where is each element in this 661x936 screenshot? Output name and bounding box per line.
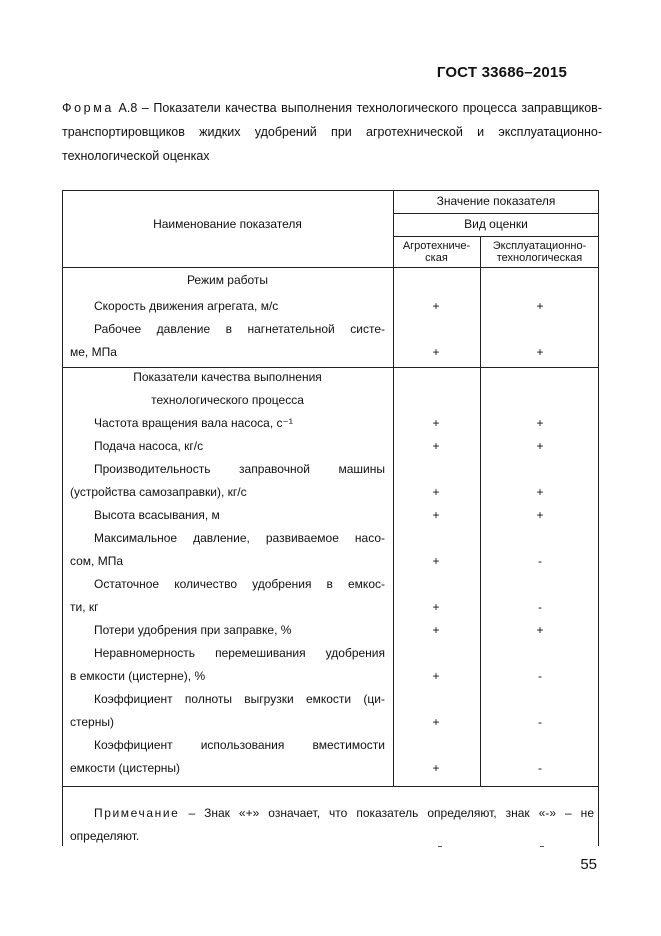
mark-agro: +: [432, 623, 440, 637]
mark-agro: +: [432, 345, 440, 359]
mark-expl: +: [536, 623, 544, 637]
mark-agro: +: [432, 600, 440, 614]
header-value-group: Значение показателя: [436, 194, 556, 208]
row-mixing-line2: в емкости (цистерне), %: [70, 669, 206, 683]
mark-expl: +: [536, 345, 544, 359]
section-title-quality-line1: Показатели качества выполнения: [133, 370, 322, 384]
mark-expl: -: [538, 715, 542, 729]
caption-lead: Форма: [62, 101, 114, 115]
row-residual-line2: ти, кг: [70, 600, 99, 614]
row-capacity-line1: Коэффициент использования вместимости: [94, 738, 385, 752]
col-divider-name: [393, 190, 394, 786]
mark-agro: +: [432, 761, 440, 775]
row-mixing-line1: Неравномерность перемешивания удобрения: [94, 646, 385, 660]
continuation-tick: [438, 846, 442, 847]
mark-expl: -: [538, 554, 542, 568]
row-losses: Потери удобрения при заправке, %: [94, 623, 292, 637]
row-divider-table-end: [62, 786, 599, 787]
mark-agro: +: [432, 299, 440, 313]
mark-agro: +: [432, 508, 440, 522]
mark-agro: +: [432, 669, 440, 683]
row-productivity-line2: (устройства самозаправки), кг/с: [70, 485, 247, 499]
mark-expl: +: [536, 299, 544, 313]
standard-designation: ГОСТ 33686–2015: [436, 64, 567, 81]
caption-text: А.8 – Показатели качества выполнения технологического процесса заправщиков-транспортировщиков жидких удобрений при агротехнической и эксплуатационно-технологической оценках: [62, 101, 602, 163]
row-shaft-speed: Частота вращения вала насоса, с⁻¹: [94, 416, 293, 430]
mark-agro: +: [432, 416, 440, 430]
row-max-pressure-line2: сом, МПа: [70, 554, 124, 568]
mark-agro: +: [432, 485, 440, 499]
row-pressure-line1: Рабочее давление в нагнетательной систе-: [94, 322, 385, 336]
note-lead: Примечание: [94, 806, 180, 820]
row-unload-line1: Коэффициент полноты выгрузки емкости (ци-: [94, 692, 385, 706]
mark-expl: +: [536, 439, 544, 453]
note-text: – Знак «+» означает, что показатель определяют, знак «-» – не определяют.: [70, 806, 594, 843]
mark-agro: +: [432, 554, 440, 568]
continuation-tick: [540, 846, 544, 847]
row-suction-height: Высота всасывания, м: [94, 508, 220, 522]
mark-expl: +: [536, 416, 544, 430]
mark-agro: +: [432, 439, 440, 453]
mark-expl: -: [538, 761, 542, 775]
row-residual-line1: Остаточное количество удобрения в емкос-: [94, 577, 385, 591]
row-productivity-line1: Производительность заправочной машины: [94, 462, 385, 476]
header-agrotechnical: Агротехниче-ская: [402, 240, 471, 264]
row-pressure-line2: ме, МПа: [70, 345, 117, 359]
mark-expl: -: [538, 669, 542, 683]
row-capacity-line2: емкости (цистерны): [70, 761, 181, 775]
header-operational: Эксплуатационно-технологическая: [492, 240, 587, 264]
col-divider-values: [480, 236, 481, 786]
section-title-operating-mode: Режим работы: [186, 273, 269, 287]
row-pump-feed: Подача насоса, кг/с: [94, 439, 204, 453]
page-number: 55: [580, 856, 597, 873]
mark-expl: +: [536, 485, 544, 499]
mark-expl: -: [538, 600, 542, 614]
mark-expl: +: [536, 508, 544, 522]
mark-agro: +: [432, 715, 440, 729]
header-indicator-name: Наименование показателя: [153, 217, 302, 231]
row-divider-assessment: [393, 236, 599, 237]
row-speed: Скорость движения агрегата, м/с: [94, 299, 279, 313]
header-assessment-type: Вид оценки: [464, 217, 528, 231]
row-max-pressure-line1: Максимальное давление, развиваемое насо-: [94, 531, 385, 545]
row-unload-line2: стерны): [70, 715, 114, 729]
table-caption: [62, 96, 602, 168]
row-divider-header-end: [62, 267, 599, 268]
table-note: [70, 802, 594, 848]
section-title-quality-line2: технологического процесса: [151, 393, 304, 407]
